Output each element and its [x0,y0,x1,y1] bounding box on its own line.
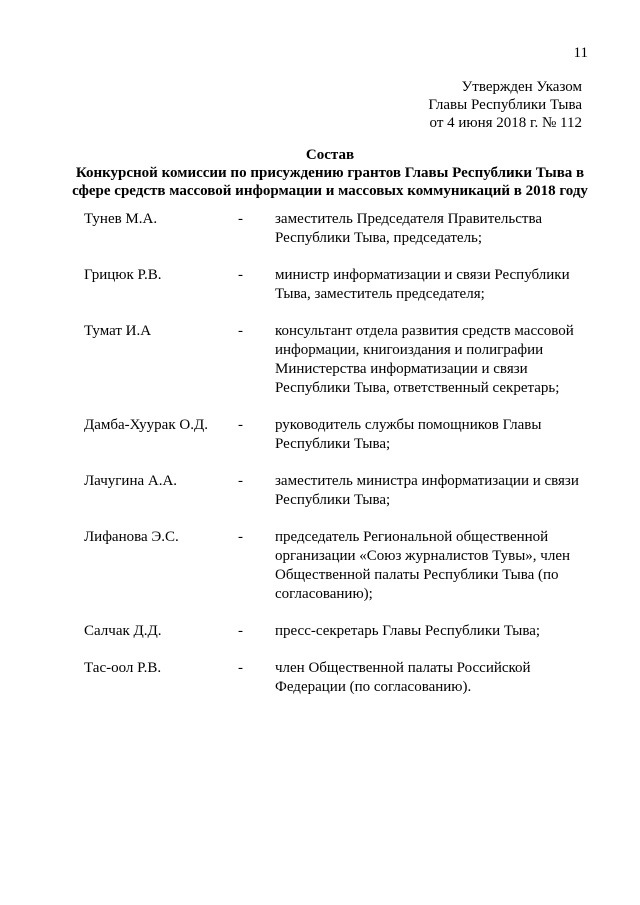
member-role: заместитель министра информатизации и связи Республики Тыва; [275,473,579,508]
page-number: 11 [573,45,588,61]
member-row [0,266,640,304]
member-name: Тас-оол Р.В. [84,660,162,676]
member-dash: - [238,211,243,227]
member-row [0,659,640,697]
member-name: Грицюк Р.В. [84,267,162,283]
member-role: пресс-секретарь Главы Республики Тыва; [275,623,541,639]
member-dash: - [238,323,243,339]
member-name: Тумат И.А [84,323,152,339]
member-role: руководитель службы помощников Главы Республики Тыва; [275,417,542,452]
member-row [0,622,640,641]
member-dash: - [238,473,243,489]
title-line: Конкурсной комиссии по присуждению грантов Главы Республики Тыва в [75,165,585,181]
approval-line: Утвержден Указом [461,79,582,95]
title-line: сфере средств массовой информации и массовых коммуникаций в 2018 году [72,183,588,199]
member-dash: - [238,267,243,283]
member-row [0,322,640,398]
approval-block [360,78,582,132]
member-row [0,472,640,510]
member-role: член Общественной палаты Российской Федерации (по согласованию). [275,660,531,695]
member-name: Тунев М.А. [84,211,158,227]
approval-line: Главы Республики Тыва [428,97,582,113]
member-row [0,416,640,454]
member-dash: - [238,660,243,676]
member-role: консультант отдела развития средств массовой информации, книгоиздания и полиграфии Министерства информатизации и связи Республики Тыва, ответственный секретарь; [275,323,574,396]
member-name: Дамба-Хуурак О.Д. [84,417,208,433]
document-title [40,146,620,200]
member-dash: - [238,529,243,545]
member-name: Салчак Д.Д. [84,623,162,639]
member-name: Лифанова Э.С. [84,529,179,545]
members-list [0,210,640,715]
title-heading: Состав [305,147,355,163]
member-role: министр информатизации и связи Республики Тыва, заместитель председателя; [275,267,570,302]
member-row [0,210,640,248]
member-dash: - [238,623,243,639]
member-role: заместитель Председателя Правительства Республики Тыва, председатель; [275,211,543,246]
member-row [0,528,640,604]
approval-line: от 4 июня 2018 г. № 112 [429,115,582,131]
member-name: Лачугина А.А. [84,473,178,489]
member-dash: - [238,417,243,433]
member-role: председатель Региональной общественной организации «Союз журналистов Тувы», член Общественной палаты Республики Тыва (по согласованию); [275,529,570,602]
